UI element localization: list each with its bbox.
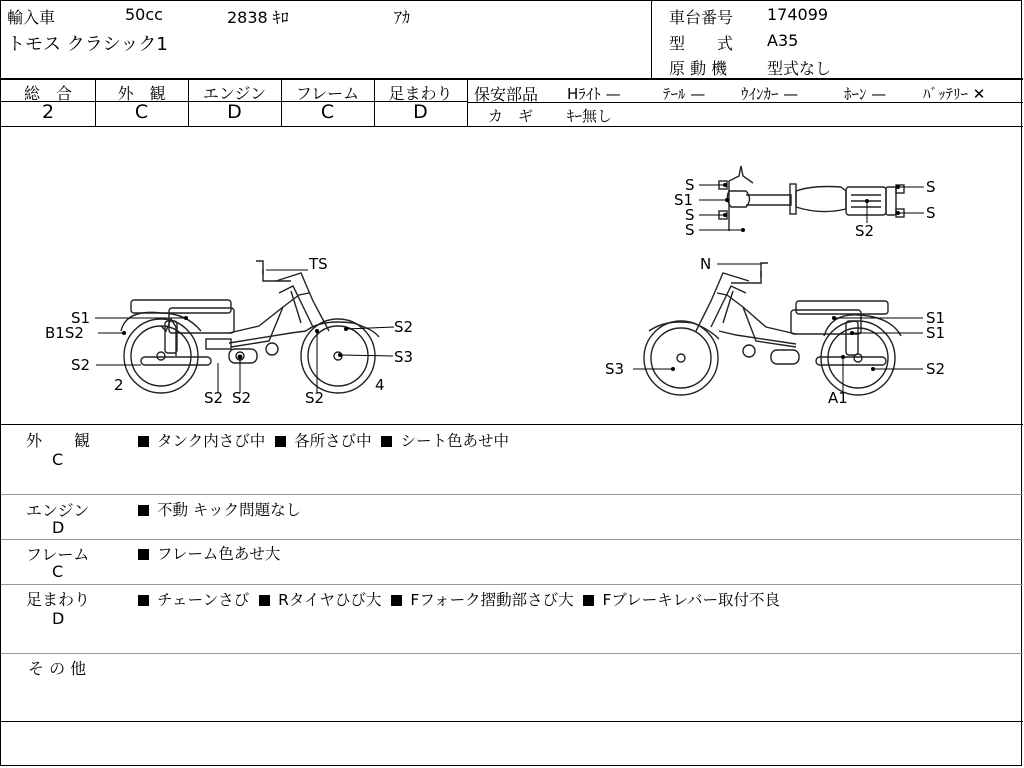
type-label: 型 式 [669, 34, 734, 53]
remark-items-frame: フレーム色あせ大 [138, 542, 280, 564]
remark-grade-exterior: C [52, 450, 64, 469]
label-s2-left: S2 [71, 356, 91, 374]
label-a1: A1 [828, 389, 848, 407]
color-value: ｱｶ [394, 8, 411, 27]
grade-value-exterior: C [134, 101, 149, 123]
grade-label-frame: フレーム [295, 84, 360, 103]
grade-label-exterior: 外 観 [117, 84, 166, 103]
label-s1-right-a: S1 [926, 309, 946, 327]
label-top-s-4: S [926, 178, 936, 196]
label-ts: TS [309, 255, 328, 273]
grade-label-suspension: 足まわり [388, 84, 453, 103]
frame-no: 174099 [767, 5, 829, 24]
label-top-s-3: S [685, 221, 695, 239]
label-rear-number: 2 [114, 376, 124, 394]
engine-type-value: 型式なし [767, 59, 832, 78]
frame-no-label: 車台番号 [669, 8, 734, 27]
safety-label: 保安部品 [474, 85, 539, 104]
grade-value-frame: C [320, 101, 335, 123]
remark-grade-engine: D [52, 518, 65, 537]
label-s2-right: S2 [926, 360, 946, 378]
safety-item-horn: ﾎｰﾝ — [844, 85, 887, 103]
safety-item-winker: ｳｲﾝｶｰ — [741, 85, 799, 103]
grade-value-suspension: D [413, 101, 428, 123]
label-s2-c: S2 [305, 389, 325, 407]
label-top-s-2: S [685, 206, 695, 224]
type-value: A35 [767, 31, 799, 50]
bike-left-illustration [121, 261, 379, 393]
bike-right-illustration [644, 263, 901, 395]
safety-item-headlight: Hﾗｲﾄ — [567, 85, 621, 103]
label-s1-left: S1 [71, 309, 91, 327]
label-top-s-1: S [685, 176, 695, 194]
mileage: 2838 ｷﾛ [227, 8, 289, 27]
grade-label-engine: エンジン [202, 84, 267, 103]
remark-items-engine: 不動 キック問題なし [138, 498, 301, 520]
damage-diagram [1, 127, 1023, 424]
key-value: ｷｰ無し [567, 107, 613, 125]
grade-value-total: 2 [41, 101, 55, 123]
label-s1-right-b: S1 [926, 324, 946, 342]
remark-label-other: そ の 他 [28, 659, 87, 678]
label-n: N [700, 255, 712, 273]
remark-label-suspension: 足まわり [26, 590, 91, 609]
model-name: トモス クラシック1 [7, 34, 168, 55]
label-s2-fender: S2 [394, 318, 414, 336]
label-s3-right: S3 [605, 360, 625, 378]
label-s3-left: S3 [394, 348, 414, 366]
label-s2-a: S2 [204, 389, 224, 407]
remark-items-suspension: チェーンさび Rタイヤひび大 Fフォーク摺動部さび大 Fブレーキレバー取付不良 [138, 588, 780, 610]
engine-type-label: 原 動 機 [669, 59, 728, 78]
remark-items-exterior: タンク内さび中 各所さび中 シート色あせ中 [138, 429, 509, 451]
remark-grade-frame: C [52, 562, 64, 581]
grade-label-total: 総 合 [23, 84, 72, 103]
remark-label-engine: エンジン [26, 501, 90, 520]
key-label: カ ギ [488, 107, 534, 125]
remark-grade-suspension: D [52, 609, 65, 628]
displacement: 50cc [125, 5, 163, 24]
remark-label-exterior: 外 観 [26, 431, 91, 450]
label-s2-b: S2 [232, 389, 252, 407]
grade-value-engine: D [227, 101, 242, 123]
safety-item-battery: ﾊﾞｯﾃﾘｰ ✕ [923, 85, 986, 103]
label-b1s2: B1S2 [45, 324, 84, 342]
remark-label-frame: フレーム [26, 545, 90, 564]
bike-top-illustration [719, 166, 904, 231]
safety-item-tail: ﾃｰﾙ — [663, 85, 706, 103]
label-top-s1: S1 [674, 191, 694, 209]
import-label: 輸入車 [7, 8, 56, 27]
label-front-number: 4 [375, 376, 385, 394]
label-top-s-5: S [926, 204, 936, 222]
label-top-s2: S2 [855, 222, 875, 240]
